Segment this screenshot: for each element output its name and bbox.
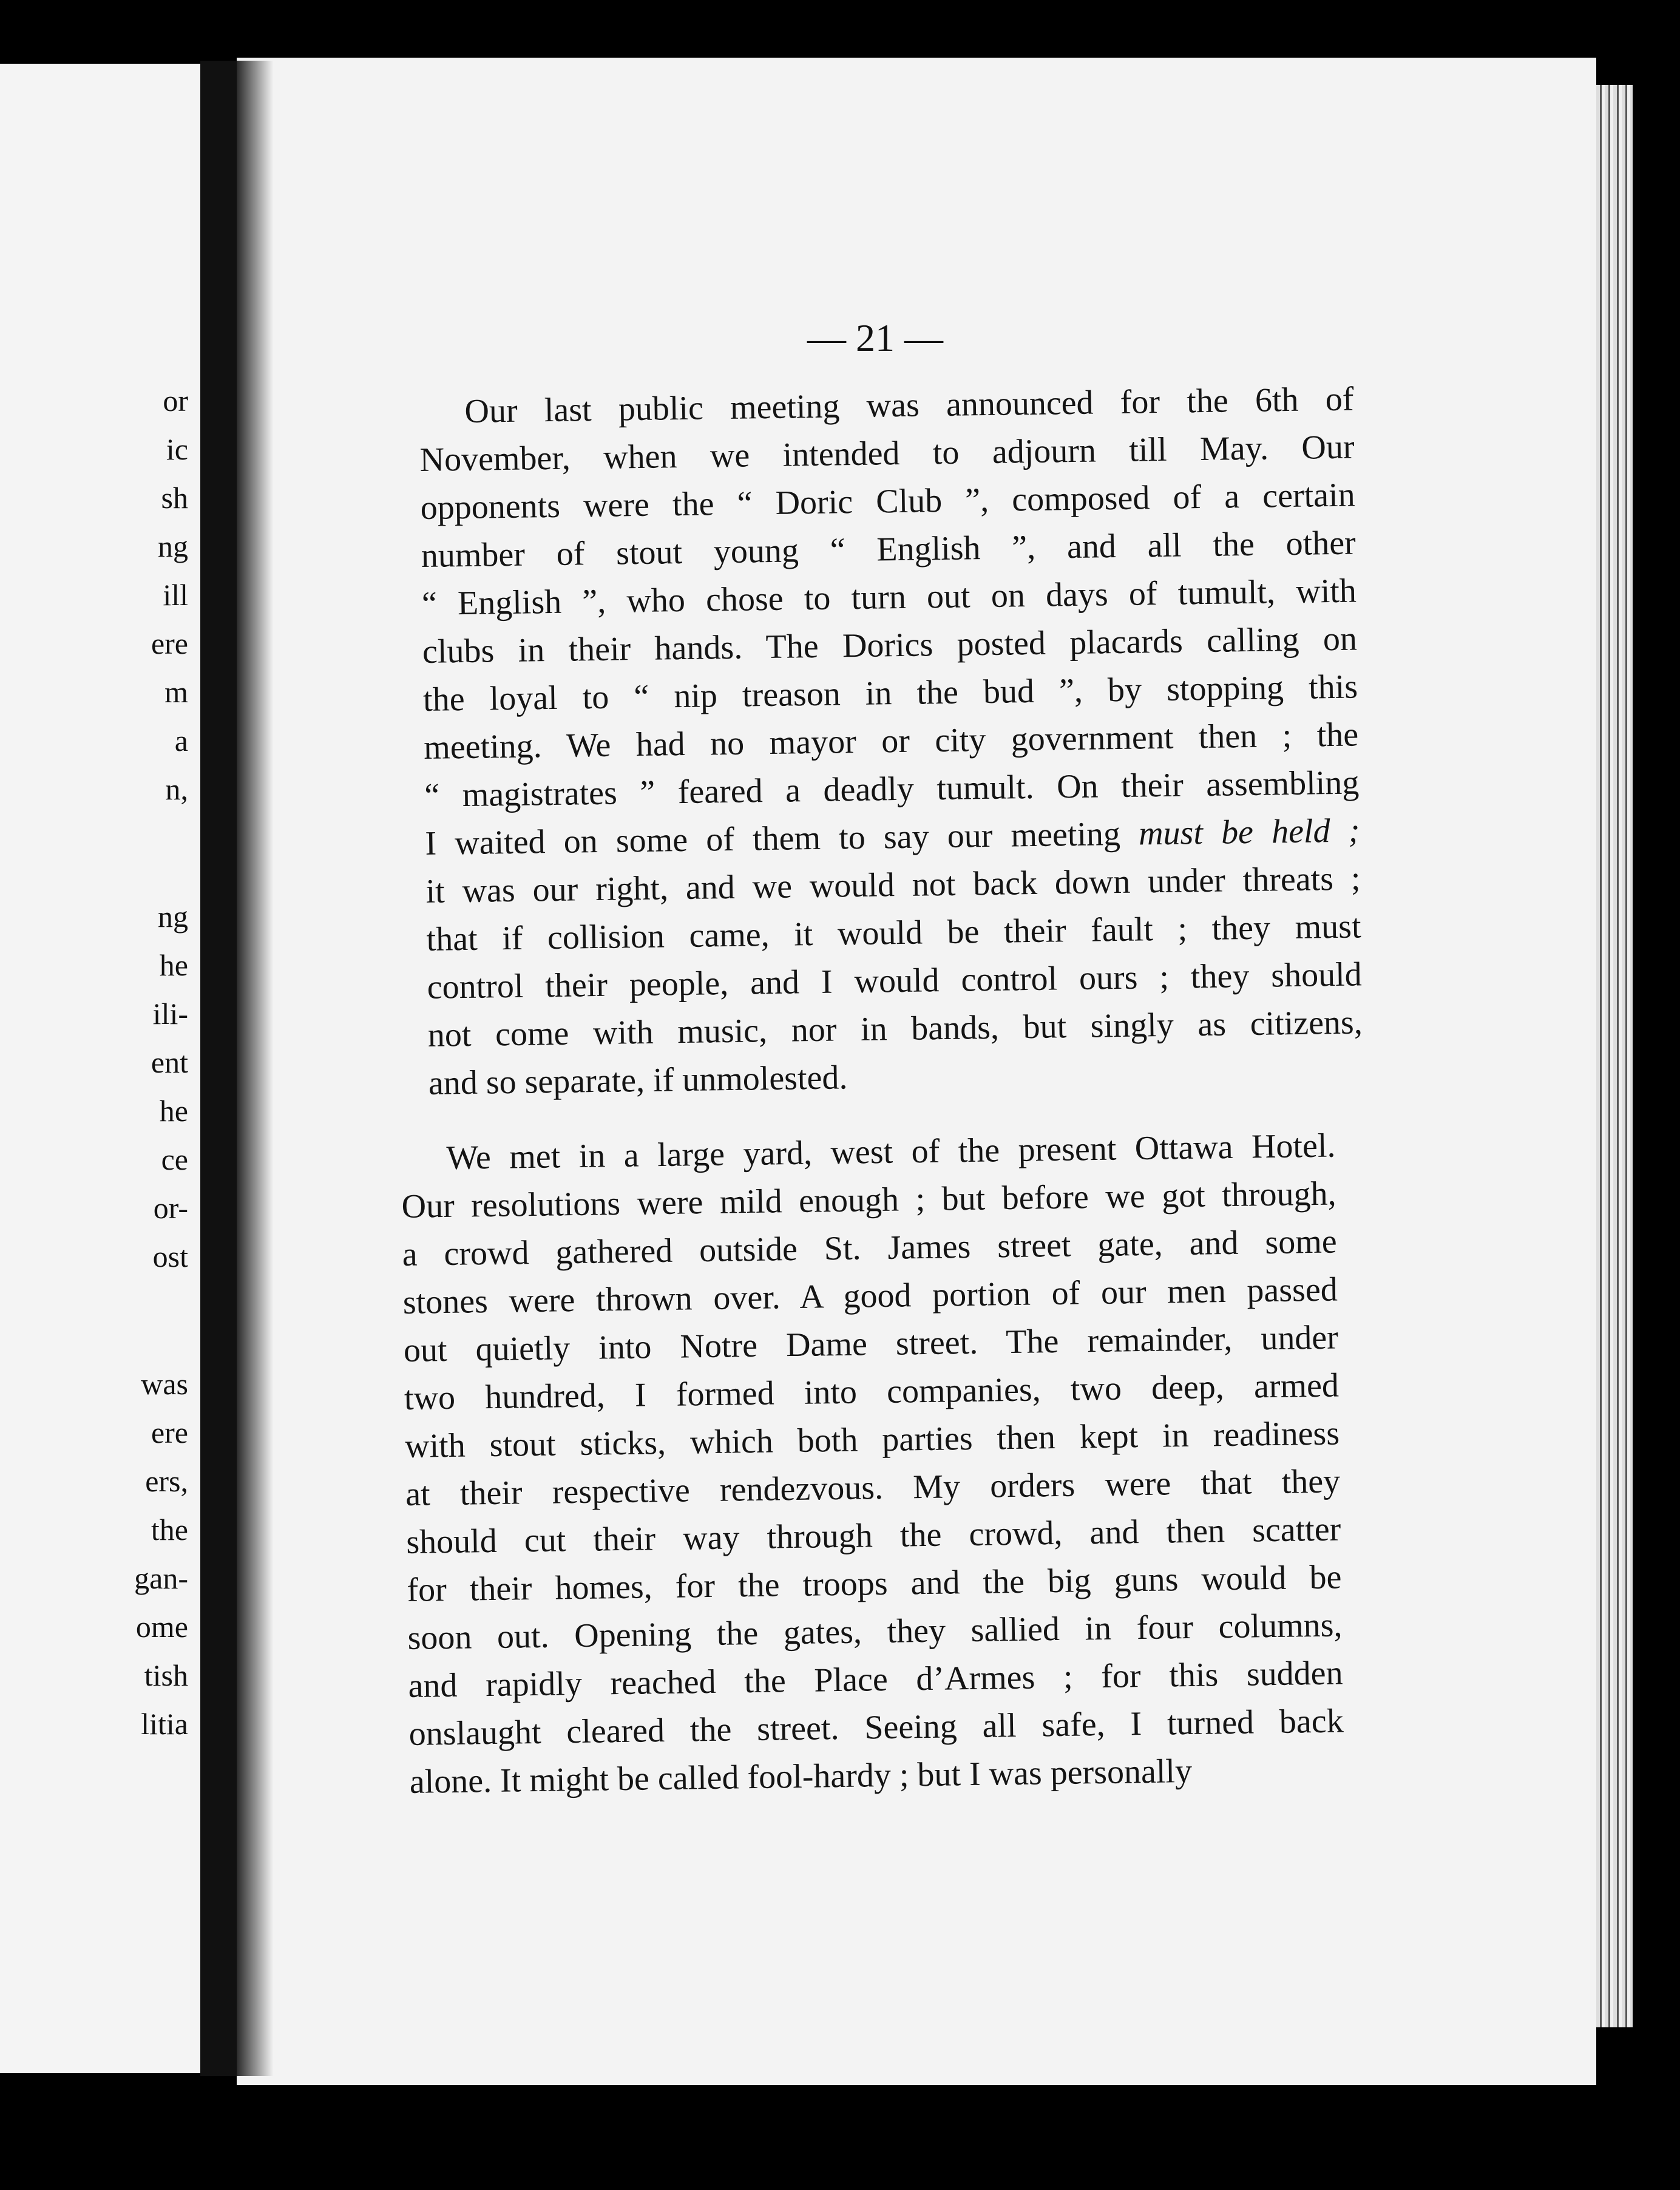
text-line: “ English ”, who chose to turn out on days of tumult, with [421,572,1357,623]
facing-page-text-fragments [91,64,188,2073]
text-line: stones were thrown over. A good portion of our men passed [402,1270,1338,1321]
text-line: November, when we intended to adjourn till May. Our [419,428,1355,479]
text-line: and rapidly reached the Place d’Armes ; for this sudden [408,1654,1343,1705]
fragment: a [174,724,188,758]
text-line: onslaught cleared the street. Seeing all safe, I turned back [408,1702,1344,1753]
fragment: was [141,1367,188,1401]
fragment: ers, [145,1464,188,1498]
text-line: opponents were the “ Doric Club ”, composed of a certain [420,476,1356,527]
fragment: ce [161,1142,188,1176]
fragment: ill [163,578,188,612]
fragment: m [164,675,188,709]
text-line: soon out. Opening the gates, they sallied in four columns, [407,1606,1343,1657]
fragment: ere [151,1415,188,1449]
text-line: We met in a large yard, west of the present Ottawa Hotel. [446,1127,1336,1177]
text-line: meeting. We had no mayor or city government then ; the [423,716,1359,767]
fragment: ome [135,1610,188,1644]
text-line: with stout sticks, which both parties then kept in readiness [404,1414,1340,1465]
fragment: sh [161,481,188,515]
paragraph-2 [401,1122,1344,1806]
text-line: “ magistrates ” feared a deadly tumult. On their assembling [424,764,1360,815]
gutter-shadow [237,61,273,2076]
fragment: ng [158,900,188,934]
emphasis: must be held ; [1138,812,1360,853]
text-line: and so separate, if unmolested. [428,1059,848,1102]
paragraph-1 [419,375,1363,1107]
fragment: ili- [152,997,188,1031]
fragment: the [151,1513,188,1547]
text-run: I waited on some of them to say our meeting [425,815,1139,863]
text-line: clubs in their hands. The Dorics posted placards calling on [422,620,1358,671]
text-line: the loyal to “ nip treason in the bud ”, by stopping this [422,668,1358,719]
fragment: or [163,384,188,418]
book-gutter [200,61,237,2076]
fragment: ent [151,1045,188,1079]
fragment: ng [158,529,188,563]
text-line: Our last public meeting was announced for the 6th of [464,380,1354,430]
fragment: he [159,948,188,982]
fragment: tish [144,1658,188,1692]
fragment: or- [153,1191,188,1225]
text-line: control their people, and I would control ours ; they should [427,955,1363,1006]
text-line: a crowd gathered outside St. James street gate, and some [402,1222,1338,1273]
text-line: for their homes, for the troops and the big guns would be [407,1558,1342,1609]
fragment: ere [151,626,188,660]
text-line: two hundred, I formed into companies, two deep, armed [404,1366,1340,1417]
fragment: n, [165,772,188,806]
text-line: it was our right, and we would not back down under threats ; [425,859,1361,910]
page-number: — 21 — [807,316,943,359]
fragment: litia [141,1707,188,1741]
text-line: at their respective rendezvous. My orders were that they [405,1462,1341,1513]
page-edges [1596,85,1633,2027]
text-line: Our resolutions were mild enough ; but before we got through, [401,1175,1336,1226]
text-line: out quietly into Notre Dame street. The remainder, under [403,1318,1339,1369]
text-line: alone. It might be called fool-hardy ; but I was personally [409,1752,1193,1801]
fragment: ic [166,432,188,466]
fragment: ost [152,1239,188,1273]
facing-page [0,64,200,2073]
fragment: he [159,1094,188,1128]
fragment: gan- [134,1561,188,1595]
text-line: not come with music, nor in bands, but singly as citizens, [427,1003,1363,1054]
text-line: should cut their way through the crowd, and then scatter [405,1510,1341,1561]
text-line: number of stout young “ English ”, and all the other [421,524,1357,575]
text-line: that if collision came, it would be their fault ; they must [426,907,1361,958]
